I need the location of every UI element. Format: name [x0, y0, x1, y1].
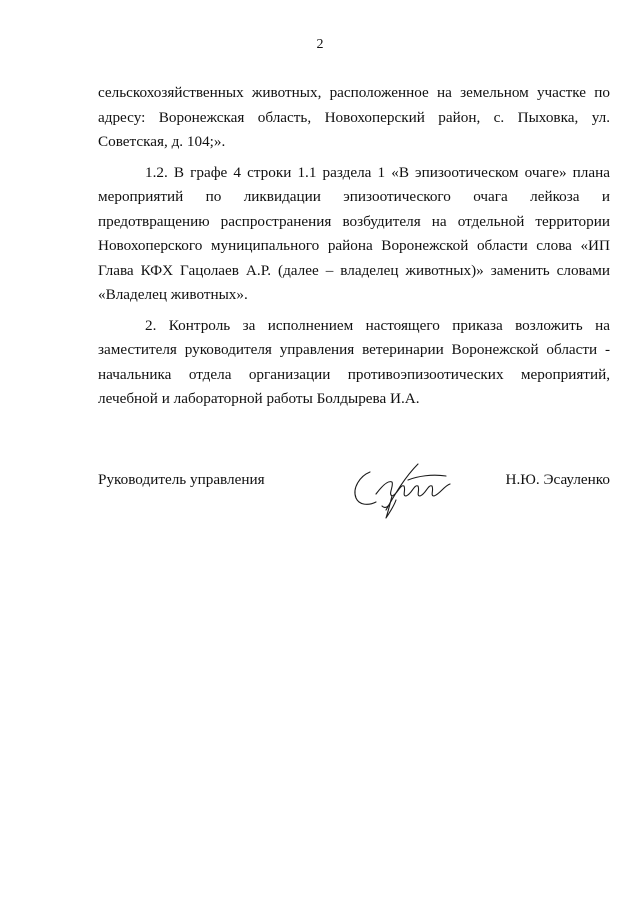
- signature-block: [98, 460, 610, 520]
- signer-name: Н.Ю. Эсауленко: [505, 471, 610, 488]
- paragraph-continuation: сельскохозяйственных животных, расположенное на земельном участке по адресу: Воронежская область, Новохоперский район, с. Пыховка, ул. Советская, д. 104;».: [98, 84, 610, 150]
- paragraph-item-2: 2. Контроль за исполнением настоящего приказа возложить на заместителя руководителя управления ветеринарии Воронежской области - начальника отдела организации противоэпизоотических мероприятий, лечебной и лабораторной работы Болдырева И.А.: [98, 316, 610, 407]
- signer-title: Руководитель управления: [98, 471, 265, 488]
- document-body: [98, 81, 610, 412]
- paragraph-item-1-2: 1.2. В графе 4 строки 1.1 раздела 1 «В эпизоотическом очаге» плана мероприятий по ликвидации эпизоотического очага лейкоза и предотвращению распространения возбудителя на отдельной территории Новохоперского муниципального района Воронежской области слова «ИП Глава КФХ Гацолаев А.Р. (далее – владелец животных)» заменить словами «Владелец животных».: [98, 163, 610, 303]
- page-number: 2: [316, 37, 324, 52]
- handwritten-signature: [346, 460, 466, 520]
